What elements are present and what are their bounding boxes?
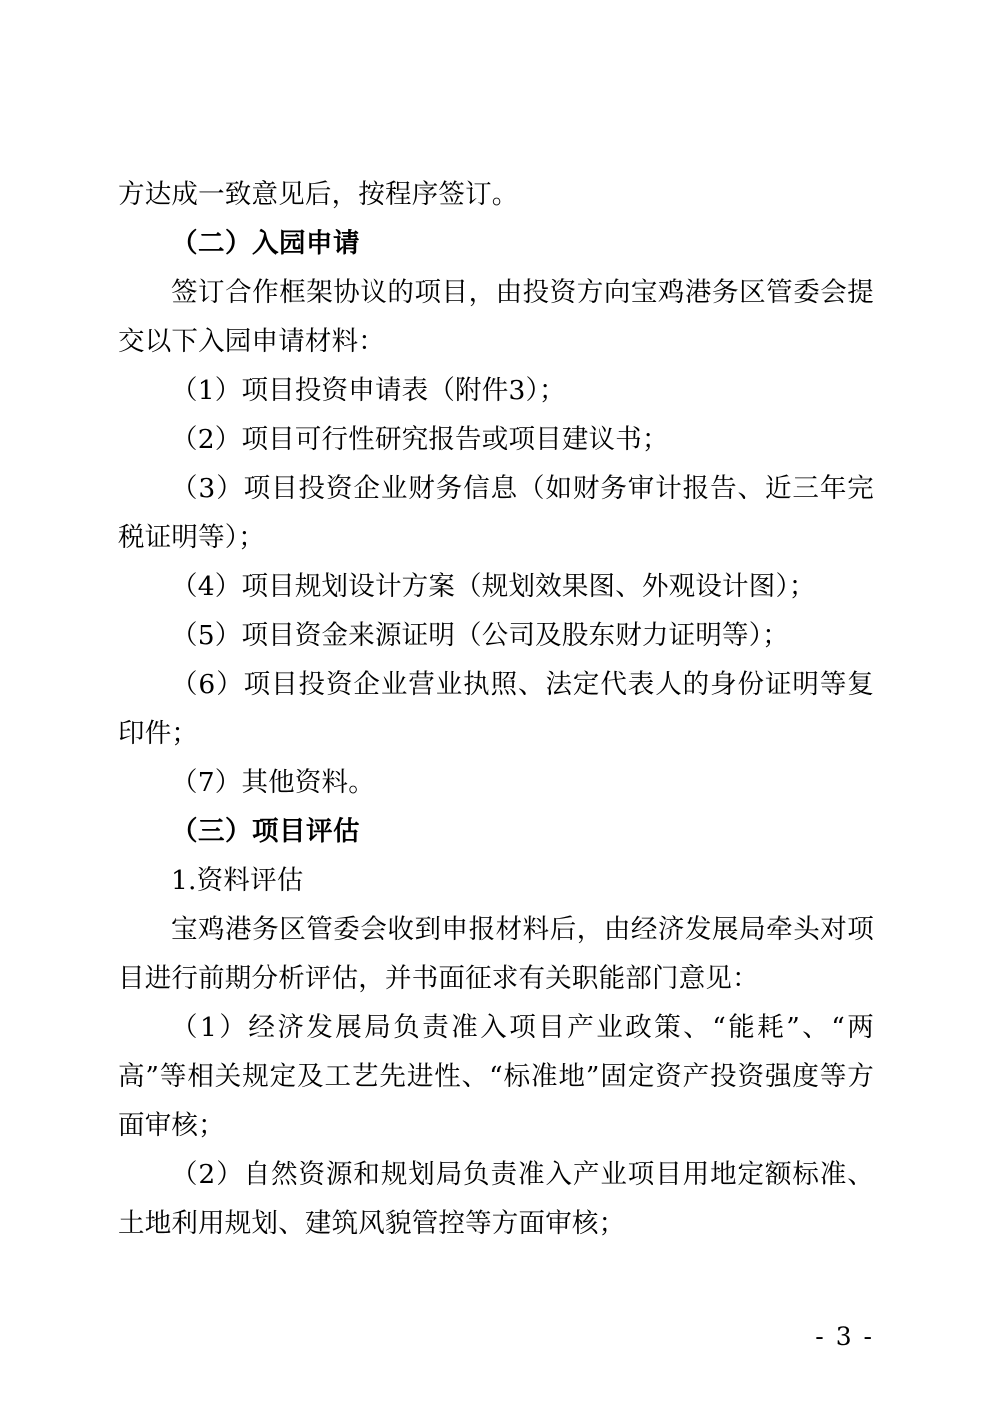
list-item-3: （3）项目投资企业财务信息（如财务审计报告、近三年完税证明等）； [118,473,874,553]
page-number: - 3 - [815,1322,874,1351]
list-item-7: （7）其他资料。 [171,767,375,798]
paragraph-evaluation-intro: 宝鸡港务区管委会收到申报材料后，由经济发展局牵头对项目进行前期分析评估，并书面征求有关职能部门意见： [118,914,874,994]
list-item-6: （6）项目投资企业营业执照、法定代表人的身份证明等复印件； [118,669,874,749]
section-heading-application: （二）入园申请 [171,228,360,259]
section-heading-evaluation: （三）项目评估 [171,816,360,847]
list-item-1: （1）项目投资申请表（附件3）； [171,375,566,406]
paragraph-continuation: 方达成一致意见后，按程序签订。 [118,179,519,210]
paragraph-application-intro: 签订合作框架协议的项目，由投资方向宝鸡港务区管委会提交以下入园申请材料： [118,277,874,357]
list-item-2: （2）项目可行性研究报告或项目建议书； [171,424,669,455]
evaluation-item-2: （2）自然资源和规划局负责准入产业项目用地定额标准、土地利用规划、建筑风貌管控等方面审核； [118,1159,874,1239]
list-item-5: （5）项目资金来源证明（公司及股东财力证明等）； [171,620,789,651]
document-body [118,170,874,1248]
evaluation-item-1: （1）经济发展局负责准入项目产业政策、“能耗”、“两高”等相关规定及工艺先进性、“标准地”固定资产投资强度等方面审核； [118,1012,874,1141]
subsection-heading-material-evaluation: 1.资料评估 [171,865,304,896]
list-item-4: （4）项目规划设计方案（规划效果图、外观设计图）； [171,571,816,602]
